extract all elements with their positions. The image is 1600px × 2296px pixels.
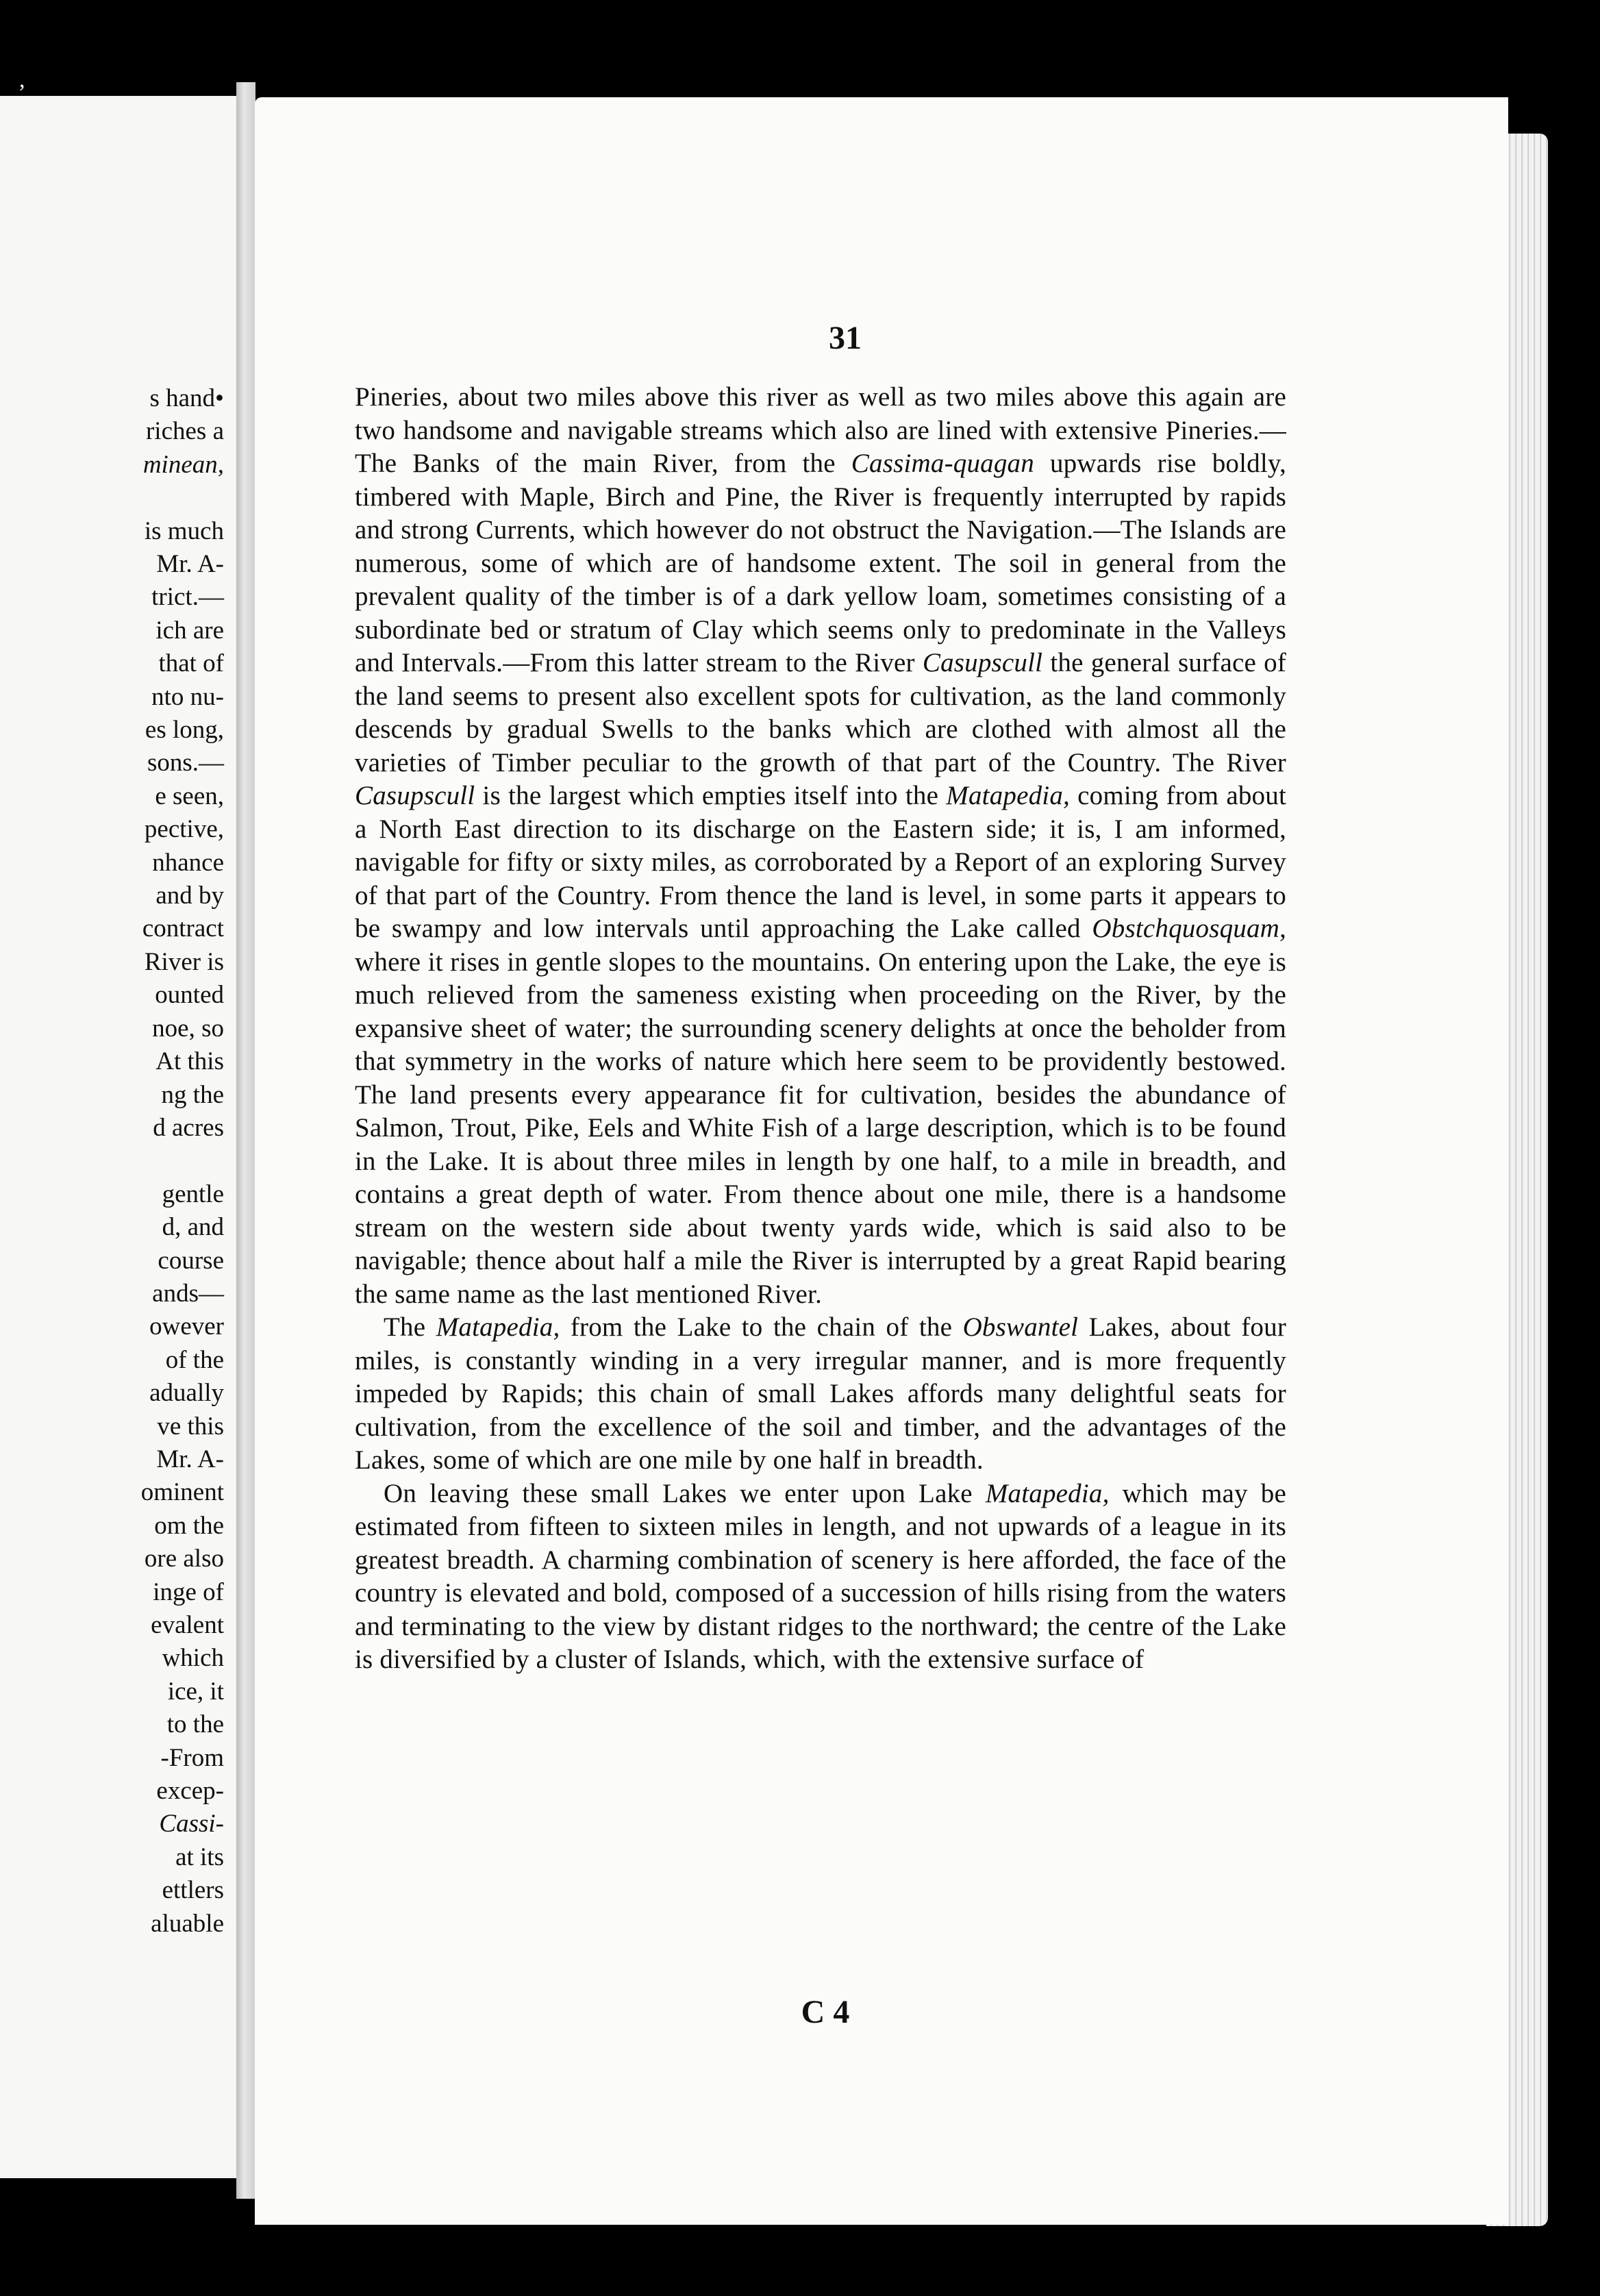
fragment-line: inge of — [153, 1577, 224, 1606]
fragment-line: d, and — [162, 1213, 224, 1242]
fragment-line: gentle — [162, 1180, 224, 1208]
fragment-line: owever — [149, 1312, 224, 1341]
fragment-line: adually — [149, 1379, 224, 1408]
page-number: 31 — [829, 320, 862, 356]
fragment-line: at its — [175, 1843, 224, 1871]
fragment-line: ounted — [155, 981, 224, 1010]
fragment-line: Mr. A- — [156, 550, 224, 579]
fragment-line: d acres — [153, 1113, 224, 1142]
fragment-line: nto nu- — [151, 682, 224, 711]
fragment-line: aluable — [151, 1909, 224, 1938]
corner-mark: , — [19, 67, 25, 92]
fragment-line: trict.— — [151, 583, 224, 612]
fragment-line: ng the — [161, 1080, 224, 1109]
fragment-line: ominent — [140, 1478, 224, 1507]
fragment-line: At this — [155, 1047, 224, 1076]
fragment-line: which — [162, 1644, 224, 1673]
fragment-line: es long, — [145, 716, 224, 745]
fragment-line: River is — [144, 947, 224, 976]
fragment-line: -From — [160, 1743, 224, 1772]
fragment-line: ands— — [152, 1279, 224, 1308]
fragment-line: nhance — [152, 848, 224, 877]
fragment-line: is much — [144, 516, 224, 545]
fragment-line: s hand• — [149, 384, 224, 412]
fragment-line: ve this — [157, 1412, 224, 1440]
paragraph-1: Pineries, about two miles above this river as well as two miles above this again are two handsome and navigable streams which also are lined with extensive Pineries.—The Banks of the main River, from the Cassima-quagan upwards rise boldly, timbered with Maple, Birch and Pine, the River is frequently interrupted by rapids and strong Currents, which however do not obstruct the Navigation.—The Islands are numerous, some of which are of handsome extent. The soil in general from the prevalent quality of the timber is of a dark yellow loam, sometimes consisting of a subordinate bed or stratum of Clay which seems only to predominate in the Valleys and Intervals.—From this latter stream to the River Casupscull the general surface of the land seems to present also excellent spots for cultivation, as the land commonly descends by gradual Swells to the banks which are clothed with almost all the varieties of Timber peculiar to the growth of that part of the Country. The River Casupscull is the largest which empties itself into the Matapedia, coming from about a North East direction to its discharge on the Eastern side; it is, I am informed, navigable for fifty or sixty miles, as corroborated by a Report of an exploring Survey of that part of the Country. From thence the land is level, in some parts it appears to be swampy and low intervals until approaching the Lake called Obstchquosquam, where it rises in gentle slopes to the mountains. On entering upon the Lake, the eye is much relieved from the sameness existing when proceeding on the River, by the expansive sheet of water; the surrounding scenery delights at once the beholder from that symmetry in the works of nature which here seem to be providently bestowed. The land presents every appearance fit for cultivation, besides the abundance of Salmon, Trout, Pike, Eels and White Fish of a large description, which is to be found in the Lake. It is about three miles in length by one half, to a mile in breadth, and contains a great depth of water. From thence about one mile, there is a handsome stream on the western side about twenty yards wide, which is said also to be navigable; thence about half a mile the River is interrupted by a great Rapid bearing the same name as the last mentioned River. — [355, 382, 1286, 1309]
fragment-line: minean, — [142, 450, 224, 479]
fragment-line: and by — [155, 882, 224, 910]
page-body — [355, 381, 1286, 1677]
book-gutter — [236, 82, 255, 2199]
fragment-line — [0, 1145, 224, 1177]
previous-page-fragment — [0, 96, 238, 2178]
fragment-line: ettlers — [162, 1876, 224, 1905]
fragment-line: excep- — [156, 1777, 224, 1806]
fragment-line: Mr. A- — [156, 1445, 224, 1473]
fragment-line: evalent — [151, 1611, 224, 1639]
fragment-line: contract — [142, 914, 224, 943]
fragment-line: om the — [154, 1511, 224, 1540]
fragment-line — [0, 482, 224, 514]
fragment-line: ore also — [144, 1545, 224, 1573]
paragraph-3: On leaving these small Lakes we enter upon Lake Matapedia, which may be estimated from fifteen to sixteen miles in length, and not upwards of a league in its greatest breadth. A charming combination of scenery is here afforded, the face of the country is elevated and bold, composed of a succession of hills rising from the waters and terminating to the view by distant ridges to the northward; the centre of the Lake is diversified by a cluster of Islands, which, with the extensive surface of — [355, 1478, 1286, 1674]
signature-mark: C 4 — [801, 1994, 850, 2030]
fragment-line: ich are — [155, 616, 224, 645]
fragment-line: that of — [158, 649, 224, 678]
fragment-line: course — [158, 1246, 224, 1275]
fragment-line: riches a — [145, 417, 224, 446]
previous-page-text — [0, 382, 224, 1941]
fragment-line: pective, — [144, 815, 224, 844]
fragment-line: to the — [166, 1710, 224, 1739]
fragment-line: ice, it — [167, 1677, 224, 1706]
fragment-line: sons.— — [147, 749, 224, 777]
fragment-line: of the — [165, 1345, 224, 1374]
paragraph-2: The Matapedia, from the Lake to the chain of the Obswantel Lakes, about four miles, is constantly winding in a very irregular manner, and is more frequently impeded by Rapids; this chain of small Lakes affords many delightful seats for cultivation, from the excellence of the soil and timber, and the advantages of the Lakes, some of which are one mile by one half in breadth. — [355, 1312, 1287, 1475]
fragment-line: noe, so — [152, 1014, 224, 1043]
fragment-line: e seen, — [155, 782, 224, 810]
fragment-line: Cassi- — [159, 1810, 224, 1838]
